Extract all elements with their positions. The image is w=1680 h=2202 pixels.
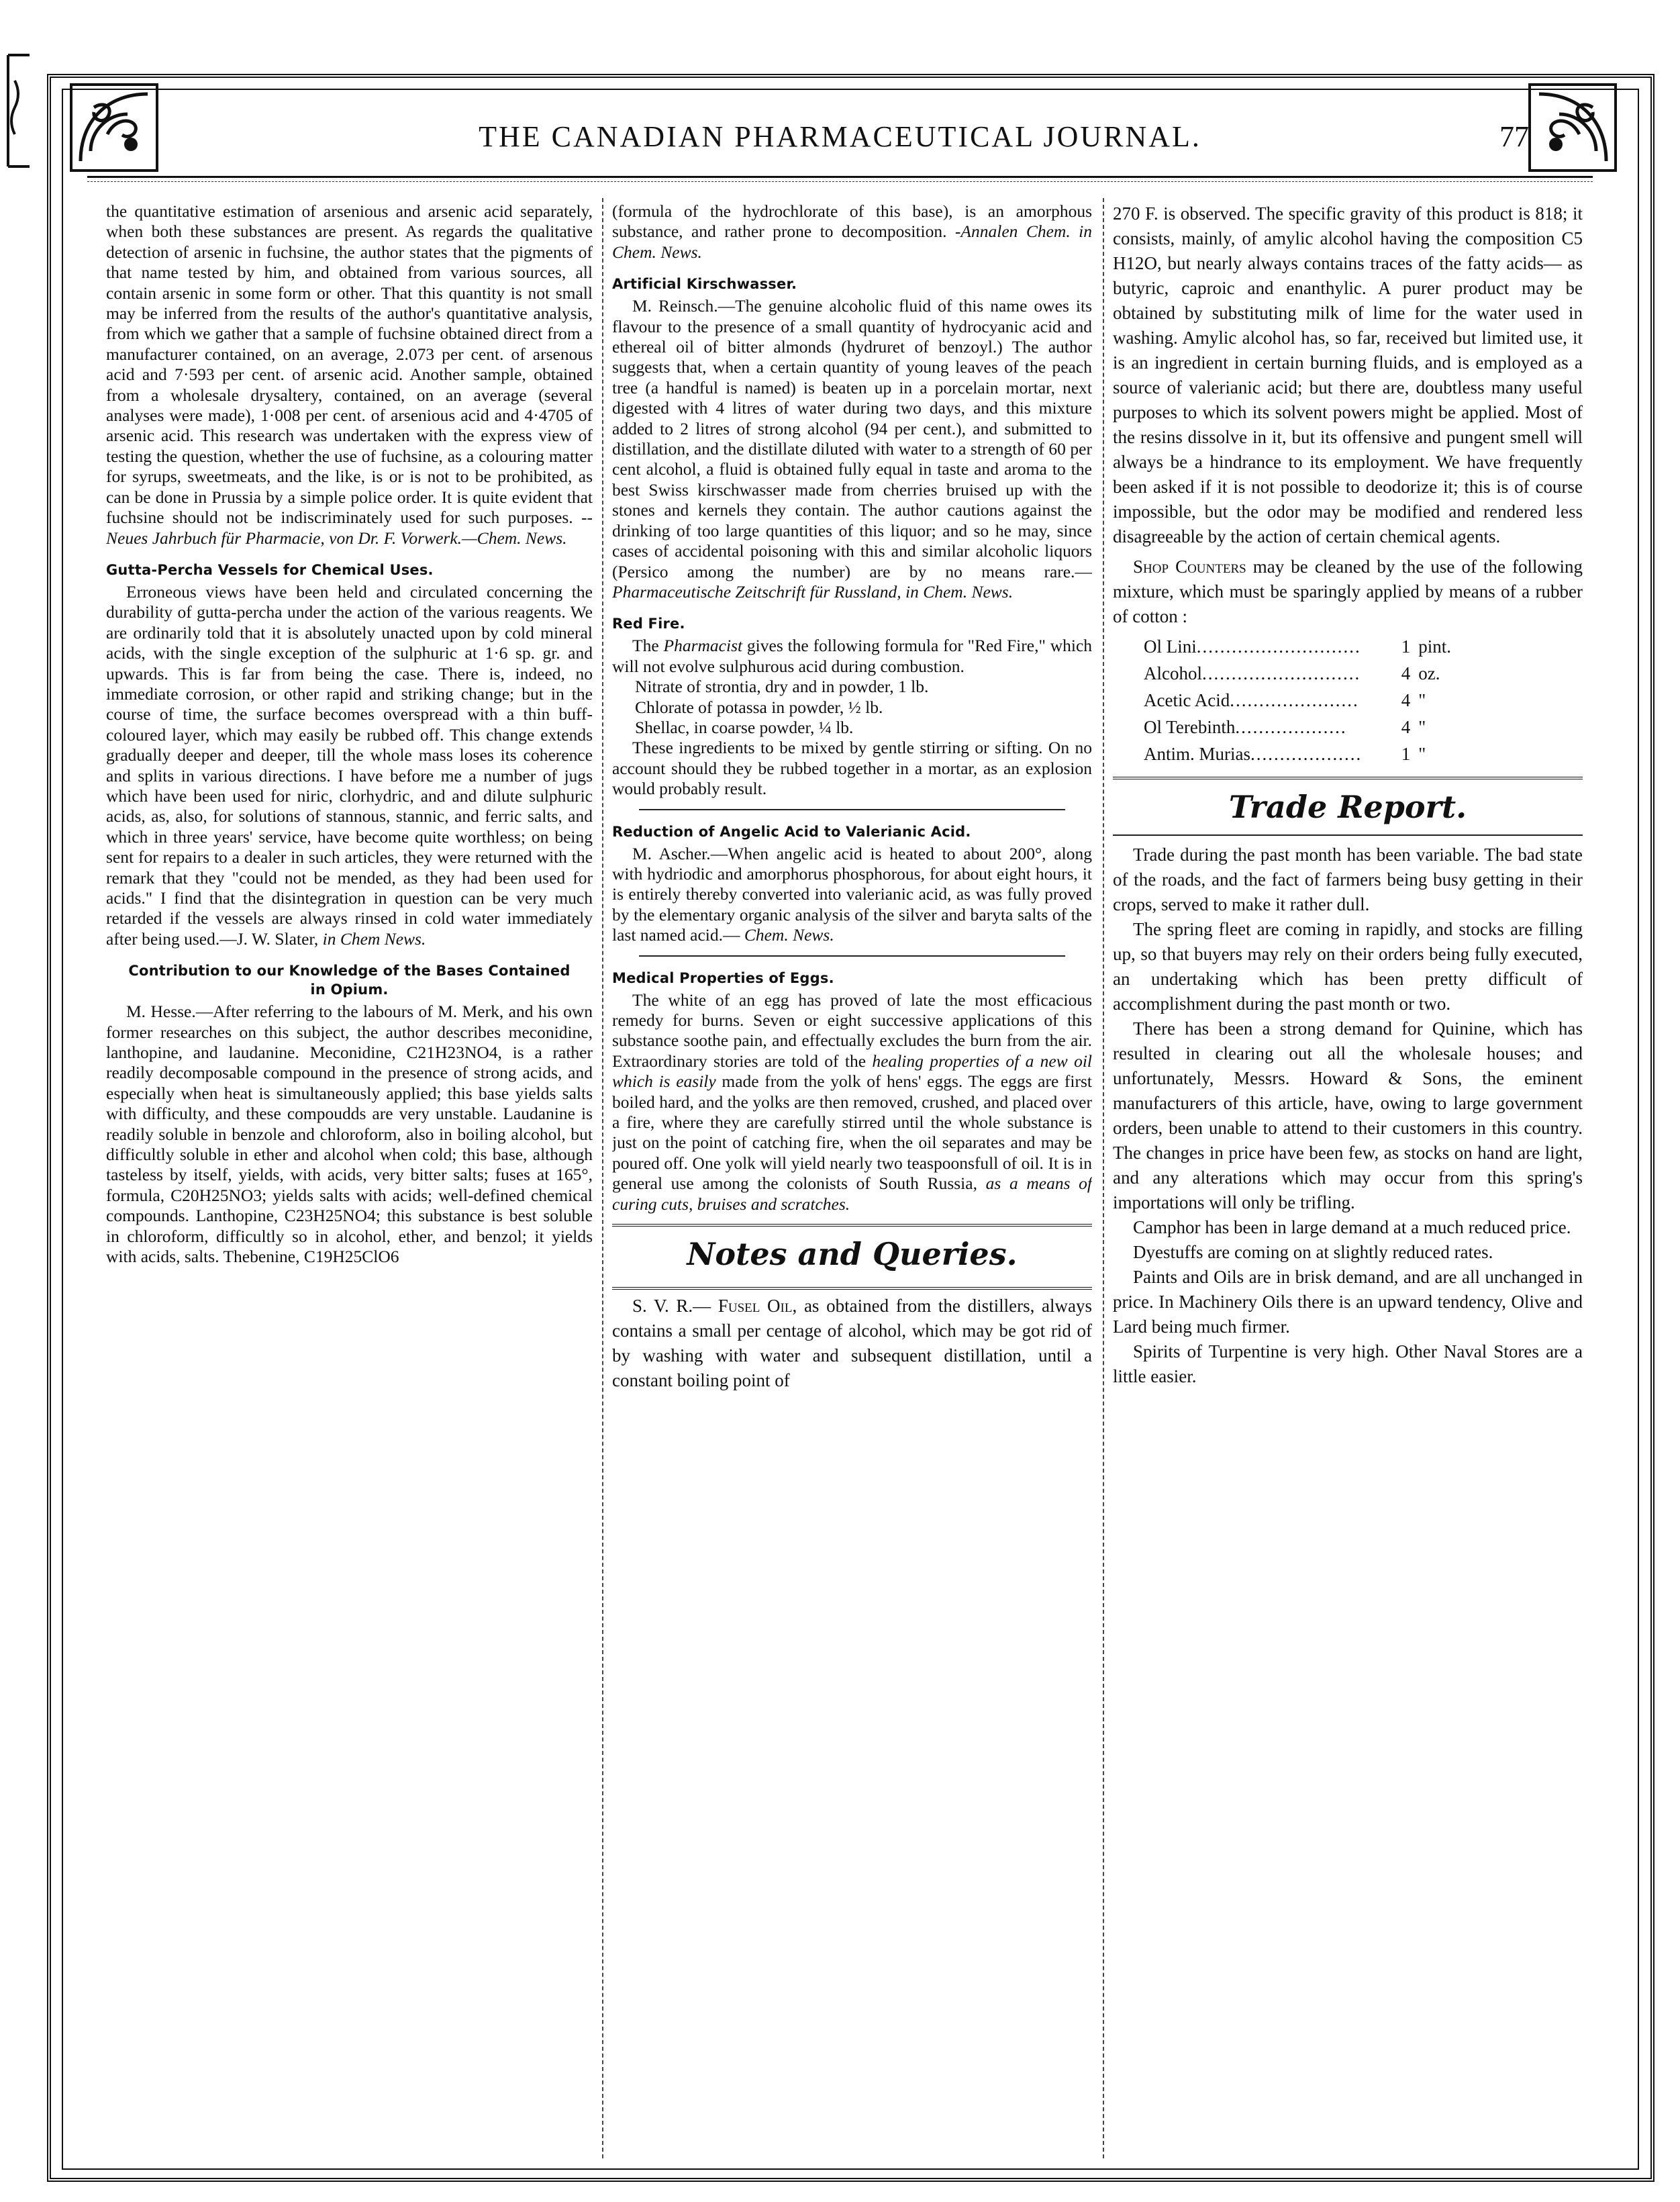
article-text: M. Hesse.—After referring to the labours of M. Merk, and his own former researches on this subject, the author describes meconidine, lanthopine, and laudanine. Meconidine, C21H23NO4, is a rather readily decomposable compound in the presence of strong acids, and especially when heat is simultaneously applied; this base yields salts with difficulty, and these compoudds are very unstable. Laudanine is readily soluble in benzole and chloroform, also in boiling alcohol, but difficultly soluble in ether and alcohol when cold; this base, although tasteless by itself, yields, with acids, very bitter salts; fuses at 165°, formula, C20H25NO3; yields salts with acids; well-defined chemical compounds. Lanthopine, C23H25NO4; this substance is best soluble in chloroform, difficultly so in alcohol, ether, and benzol; it yields with acids, salts. Thebenine, C19H25ClO6 (106, 1002, 593, 1267)
ingredient-unit: " (1418, 690, 1426, 710)
section-rule (639, 809, 1065, 810)
article-text: These ingredients to be mixed by gentle stirring or sifting. On no account should they be rubbed together in a mortar, as an explosion would probably result. (612, 738, 1092, 799)
trade-paragraph: The spring fleet are coming in rapidly, and stocks are filling up, so that buyers may rely on their orders being fully executed, an undertaking which has been pretty difficult of accomplishment during the past month or two. (1113, 919, 1583, 1014)
section-rule-double (612, 1287, 1092, 1290)
ingredient-name: Ol Terebinth................... (1144, 717, 1347, 737)
recipe-line: Shellac, in coarse powder, ¼ lb. (635, 717, 854, 737)
ingredient-name: Acetic Acid...................... (1144, 690, 1359, 710)
ingredient-unit: " (1418, 717, 1426, 737)
article-heading: Artificial Kirschwasser. (612, 276, 797, 293)
trade-paragraph: Camphor has been in large demand at a much reduced price. (1133, 1217, 1571, 1237)
leader-dots: ............................ (1196, 636, 1361, 657)
section-rule (639, 955, 1065, 957)
page-number: 77 (1499, 120, 1529, 153)
article-text: the quantitative estimation of arsenious and arsenic acid separately, when both these substances are present. As regards the qualitative detection of arsenic in fuchsine, the author states that the pigments of that name tested by him, and obtained from various sources, all contain arsenic in some form or other. That this quantity is not small may be inferred from the results of the author's quantitative analysis, from which we gather that a sample of fuchsine obtained direct from a manufacturer contained, on an average, 2.073 per cent. of arsenous acid and 7·593 per cent. of arsenic acid. Another sample, obtained from a wholesale drysaltery, contained, on an average (several analyses were made), 1·008 per cent. of arsenious acid and 4·4705 of arsenic acid. This research was undertaken with the express view of testing the question, whether the use of fuchsine, as a colouring matter for syrups, sweetmeats, and the like, is or is not to be prohibited, as can be done in Prussia by a simple police order. It is quite evident that fuchsine should not be indiscriminately used for such purposes. --Neues Jahrbuch für Pharmacie, von Dr. F. Vorwerk.—Chem. News. (106, 201, 593, 548)
header-rule-dashed (87, 181, 1593, 182)
ingredient-unit: pint. (1418, 636, 1452, 657)
article-text: The white of an egg has proved of late the most efficacious remedy for burns. Seven or eight successive applications of this substance soothe pain, and effectually excludes the burn from the air. Extraordinary stories are told of the healing properties of a new oil which is easily made from the yolk of hens' eggs. The eggs are first boiled hard, and the yolks are then removed, crushed, and placed over a fire, where they are carefully stirred until the whole substance is just on the point of catching fire, when the oil separates and may be poured off. One yolk will yield nearly two teaspoonsfull of oil. It is in general use among the colonists of South Russia, as a means of curing cuts, bruises and scratches. (612, 990, 1092, 1214)
journal-title: THE CANADIAN PHARMACEUTICAL JOURNAL. (479, 120, 1201, 153)
section-title-trade-report: Trade Report. (1228, 789, 1467, 825)
section-rule-double (612, 1224, 1092, 1227)
leader-dots: ...................... (1230, 690, 1359, 710)
article-text: S. V. R.— Fusel Oil, as obtained from the distillers, always contains a small per centage of alcohol, which may be got rid of by washing with water and subsequent distillation, until a constant boiling point of (612, 1296, 1092, 1391)
column-left (106, 201, 593, 2148)
trade-paragraph: Dyestuffs are coming on at slightly reduced rates. (1133, 1242, 1493, 1262)
header-rule (87, 176, 1593, 178)
ingredient-qty: 4 (1401, 717, 1411, 737)
recipe-line: Chlorate of potassa in powder, ½ lb. (635, 697, 883, 717)
article-text: (formula of the hydrochlorate of this base), is an amorphous substance, and rather prone to decomposition. -Annalen Chem. in Chem. News. (612, 201, 1092, 262)
ingredient-qty: 1 (1401, 744, 1411, 764)
article-text: 270 F. is observed. The specific gravity of this product is 818; it consists, mainly, of amylic alcohol having the composition C5 H12O, but nearly always contains traces of the fatty acids— as butyric, caproic and enanthylic. A purer product may be obtained by substituting milk of lime for the water used in washing. Amylic alcohol has, so far, received but limited use, it is an ingredient in certain burning fluids, and is employed as a source of valerianic acid; but there are, doubtless many useful purposes to which its solvent powers might be applied. Most of the resins dissolve in it, but its offensive and pungent smell will always be a hindrance to its employment. We have frequently been asked if it is not possible to deodorize it; this is of course impossible, but the odor may be modified and rendered less disagreeable by the action of certain chemical agents. (1113, 203, 1583, 546)
trade-paragraph: Paints and Oils are in brisk demand, and are all unchanged in price. In Machinery Oils there is an upward tendency, Olive and Lard being much firmer. (1113, 1267, 1583, 1337)
section-title-notes-and-queries: Notes and Queries. (687, 1236, 1018, 1273)
trade-paragraph: There has been a strong demand for Quinine, which has resulted in clearing out all the wholesale houses; and unfortunately, Messrs. Howard & Sons, the eminent manufacturers of this article, have, owing to large government orders, been unable to attend to their customers in this country. The changes in price have been few, as stocks on hand are light, and any alterations which may occur from this spring's importations will only be trifling. (1113, 1018, 1583, 1212)
mixture-row (1140, 740, 1469, 767)
citation: Chem. News. (744, 925, 834, 945)
article-heading: Medical Properties of Eggs. (612, 969, 834, 986)
citation: --Neues Jahrbuch für Pharmacie, von Dr. F. Vorwerk.—Chem. News. (106, 508, 593, 548)
trade-paragraph: Spirits of Turpentine is very high. Other Naval Stores are a little easier. (1113, 1341, 1583, 1386)
mixture-row (1140, 660, 1469, 687)
column-right (1113, 201, 1583, 2148)
recipe-line: Nitrate of strontia, dry and in powder, 1 lb. (635, 677, 929, 697)
ingredient-qty: 4 (1401, 663, 1411, 683)
leader-dots: ................... (1235, 717, 1347, 737)
ingredient-qty: 1 (1401, 636, 1411, 657)
article-text: M. Ascher.—When angelic acid is heated to about 200°, along with hydriodic and amorphorus phosphorous, for about eight hours, it is entirely thereby converted into valerianic acid, as was fully proved by the elementary organic analysis of the silver and baryta salts of the last named acid.— Chem. News. (612, 843, 1092, 945)
column-divider (602, 198, 603, 2158)
citation: in Chem News. (322, 928, 426, 949)
mixture-row (1140, 687, 1469, 714)
leader-dots: ........................... (1202, 663, 1361, 683)
ingredient-name: Alcohol........................... (1144, 663, 1361, 683)
article-heading: Red Fire. (612, 616, 685, 632)
column-middle (612, 201, 1092, 2148)
leader-dots: ................... (1250, 744, 1363, 764)
article-heading: Contribution to our Knowledge of the Bases Contained in Opium. (128, 963, 571, 998)
mixture-row (1140, 633, 1469, 660)
article-text: The Pharmacist gives the following formula for "Red Fire," which will not evolve sulphurous acid during combustion. (612, 636, 1092, 676)
ingredient-qty: 4 (1401, 690, 1411, 710)
ingredient-name: Ol Lini............................ (1144, 636, 1361, 657)
article-text: M. Reinsch.—The genuine alcoholic fluid of this name owes its flavour to the presence of a small quantity of hydrocyanic acid and ethereal oil of bitter almonds (hydruret of benzoyl.) The author suggests that, when a certain quantity of young leaves of the peach tree (a handful is named) is beaten up in a porcelain mortar, next digested with 4 litres of water during two days, and this mixture added to 2 litres of strong alcohol (94 per cent.), and submitted to distillation, and the distillate diluted with water to a strength of 60 per cent alcohol, a fluid is obtained fully equal in taste and aroma to the best Swiss kirschwasser made from cherries bruised up with the stones and kernels they contain. The author cautions against the drinking of too large quantities of this liquor; and so he may, since cases of accidental poisoning with this and similar alcoholic liquors (Persico among the number) are by no means rare.— Pharmaceutische Zeitschrift für Russland, in Chem. News. (612, 296, 1092, 602)
mixture-table (1140, 633, 1469, 767)
citation: Pharmaceutische Zeitschrift für Russland, in Chem. News. (612, 581, 1014, 602)
ingredient-unit: oz. (1418, 663, 1440, 683)
ingredient-name: Antim. Murias................... (1144, 744, 1363, 764)
article-text: Shop Counters may be cleaned by the use of the following mixture, which must be sparingly applied by means of a rubber of cotton : (1113, 557, 1583, 626)
column-divider (1103, 198, 1104, 2158)
section-rule (1113, 834, 1583, 836)
article-heading: Gutta-Percha Vessels for Chemical Uses. (106, 561, 434, 578)
trade-paragraph: Trade during the past month has been variable. The bad state of the roads, and the fact of farmers being busy getting in their crops, served to make it rather dull. (1113, 845, 1583, 914)
citation: -Annalen Chem. in Chem. News. (612, 222, 1092, 262)
ingredient-unit: " (1418, 744, 1426, 764)
section-rule-double (1113, 777, 1583, 779)
mixture-row (1140, 714, 1469, 740)
article-heading: Reduction of Angelic Acid to Valerianic Acid. (612, 823, 971, 840)
article-text: Erroneous views have been held and circulated concerning the durability of gutta-percha under the action of the various reagents. We are ordinarily told that it is absolutely unacted upon by cold mineral acids, with the single exception of the sulphuric at 1·6 sp. gr. and upwards. This is far from being the case. There is, indeed, no immediate corrosion, or other rapid and striking change; but in the course of time, the surface becomes overspread with a thin buff-coloured layer, which may easily be rubbed off. This change extends gradually deeper and deeper, till the whole mass loses its coherence and splits in various directions. I have before me a number of jugs which have been used for niric, clorhydric, and and dilute sulphuric acids, as, also, for solutions of stannous, stannic, and ferric salts, and which in three years' service, have become quite worthless; on being sent for repairs to a dealer in such articles, they were returned with the remark that they "could not be mended, as they had been used for acids." I find that the disintegration in question can be very much retarded if the vessels are always rinsed in cold water immediately after being used.—J. W. Slater, in Chem News. (106, 581, 593, 949)
